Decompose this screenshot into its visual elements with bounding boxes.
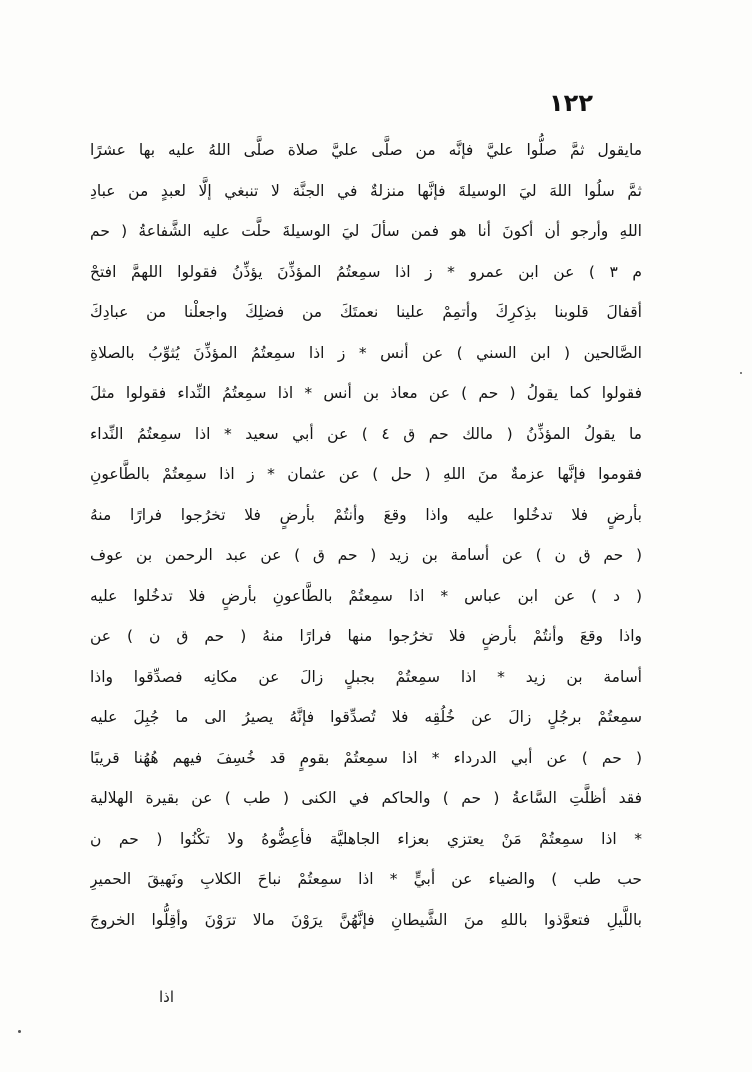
text-line: فقوموا فإنَّها عزمةٌ منَ اللهِ ( حل ) عن عثمان * ز اذا سمِعتُمْ بالطَّاعونِ [90,465,642,483]
catchword: اذا [158,988,174,1006]
text-line: باللَّيلِ فتعوَّذوا باللهِ منَ الشَّيطانِ فإنَّهُنَّ يرَوْنَ مالا ترَوْنَ وأقِلُّوا الخروجَ [90,910,642,929]
text-line: فقولوا كما يقولُ ( حم ) عن معاذ بن أنس * اذا سمِعتُمُ النِّداء فقولوا مثلَ [90,384,642,402]
text-line: أسامة بن زيد * اذا سمِعتُمْ بجبلٍ زالَ عن مكانِه فصدِّقوا واذا [90,667,642,686]
text-line: فقد أظلَّتِ السَّاعةُ ( حم ) والحاكم في الكنى ( طب ) عن بقيرة الهلالية [90,789,642,807]
text-line: ثمَّ سلُوا اللهَ ليَ الوسيلةَ فإنَّها منزلةٌ في الجنَّة لا تنبغي إلَّا لعبدٍ من عبادِ [90,181,642,200]
text-line: اللهِ وأرجو أن أكونَ أنا هو فمن سألَ ليَ الوسيلةَ حلَّت عليه الشَّفاعةُ ( حم [90,222,642,240]
text-line: م ٣ ) عن ابن عمرو * ز اذا سمِعتُمُ المؤذِّنَ يؤذِّنُ فقولوا اللهمَّ افتحْ [90,262,642,281]
text-line: حب طب ) والضياء عن أبيٍّ * اذا سمِعتُمْ نباحَ الكلابِ ونَهيقَ الحميرِ [90,870,642,888]
page-body [90,130,642,940]
text-line: ( حم ) عن أبي الدرداء * اذا سمِعتُمْ بقومٍ قد خُسِفَ فيهم هُهُنا قريبًا [90,748,642,767]
page-number: ١٢٢ [549,89,593,117]
text-line: بأرضٍ فلا تدخُلوا عليه واذا وقعَ وأنتُمْ بأرضٍ فلا تخرُجوا فرارًا منهُ [90,505,642,524]
text-line: سمِعتُمْ برجُلٍ زالَ عن خُلُقِه فلا تُصدِّقوا فإنَّهُ يصيرُ الى ما جُبِلَ عليه [90,708,642,726]
text-line: * اذا سمِعتُمْ مَنْ يعتزي بعزاء الجاهليَّة فأعِضُّوهُ ولا تكْنُوا ( حم ن [90,829,642,848]
text-line: ( حم ق ن ) عن أسامة بن زيد ( حم ق ) عن عبد الرحمن بن عوف [90,546,642,564]
scan-speck [18,1030,21,1033]
scan-speck [740,372,742,374]
text-line: واذا وقعَ وأنتُمْ بأرضٍ فلا تخرُجوا منها فرارًا منهُ ( حم ق ن ) عن [90,627,642,645]
text-line: ما يقولُ المؤذِّنُ ( مالك حم ق ٤ ) عن أبي سعيد * اذا سمِعتُمُ النِّداء [90,424,642,443]
text-line: أقفالَ قلوبنا بذِكرِكَ وأتمِمْ علينا نعمتَكَ من فضلِكَ واجعلْنا من عبادِكَ [90,303,642,321]
text-line: مايقول ثمَّ صلُّوا عليَّ فإنَّه من صلَّى عليَّ صلاة صلَّى اللهُ عليه بها عشرًا [90,141,642,159]
text-line: ( د ) عن ابن عباس * اذا سمِعتُمْ بالطَّاعونِ بأرضٍ فلا تدخُلوا عليه [90,586,642,605]
text-line: الصَّالحين ( ابن السني ) عن أنس * ز اذا سمِعتُمُ المؤذِّنَ يُثوِّبُ بالصلاةِ [90,343,642,362]
